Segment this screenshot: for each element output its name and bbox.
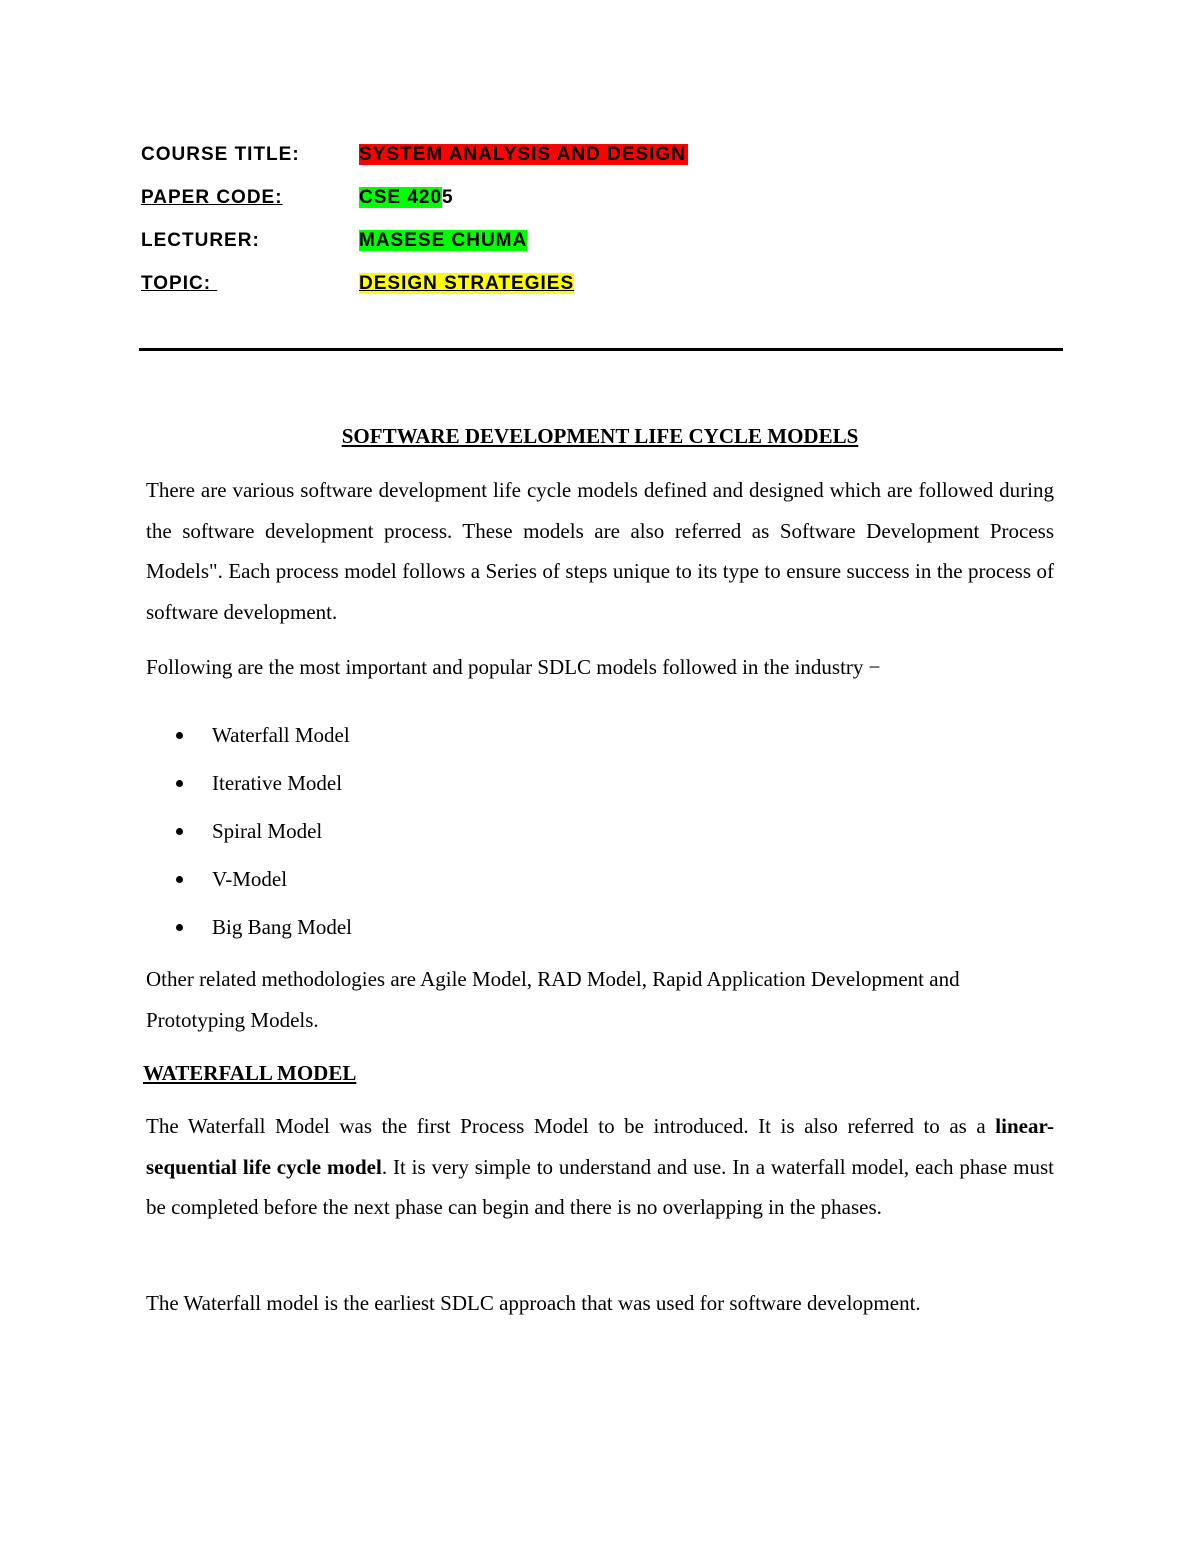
section-title: SOFTWARE DEVELOPMENT LIFE CYCLE MODELS bbox=[341, 424, 859, 448]
following-paragraph: Following are the most important and popular SDLC models followed in the industry − bbox=[146, 655, 881, 679]
waterfall-title: WATERFALL MODEL bbox=[143, 1061, 357, 1085]
waterfall-text-end: . It is very simple to understand and use. In a waterfall model, each phase must be completed before the next phase can begin and there is no overlapping in the phases. bbox=[146, 1154, 1054, 1219]
list-item-label: Big Bang Model bbox=[212, 915, 352, 939]
paper-code-label: PAPER CODE: bbox=[141, 187, 283, 208]
list-item-label: Waterfall Model bbox=[212, 723, 350, 747]
waterfall-text-start: The Waterfall Model was the first Process Model to be introduced. It is also referred to as a bbox=[146, 1114, 996, 1138]
paper-code-highlight: CSE 420 bbox=[359, 187, 443, 208]
horizontal-divider bbox=[139, 348, 1063, 351]
lecturer-label: LECTURER: bbox=[141, 230, 260, 251]
course-title-value bbox=[359, 142, 688, 168]
lecturer-value bbox=[359, 228, 527, 254]
course-title-label: COURSE TITLE: bbox=[141, 144, 300, 165]
list-item-label: Iterative Model bbox=[212, 771, 343, 795]
list-item-label: V-Model bbox=[212, 867, 288, 891]
waterfall-paragraph bbox=[146, 1106, 1054, 1228]
topic-label bbox=[141, 271, 217, 297]
list-item bbox=[146, 763, 352, 811]
course-title-highlight: SYSTEM ANALYSIS AND DESIGN bbox=[359, 144, 686, 165]
topic-value bbox=[359, 271, 574, 297]
paper-code-value bbox=[359, 185, 454, 211]
waterfall-earliest-paragraph: The Waterfall model is the earliest SDLC approach that was used for software development. bbox=[146, 1291, 921, 1315]
list-item-label: Spiral Model bbox=[212, 819, 323, 843]
waterfall-bold-term: linear-sequential life cycle model bbox=[146, 1114, 1054, 1179]
list-item bbox=[146, 715, 352, 763]
lecturer-highlight: MASESE CHUMA bbox=[359, 230, 528, 251]
bullet-icon bbox=[176, 924, 183, 931]
bullet-icon bbox=[176, 828, 183, 835]
bullet-icon bbox=[176, 876, 183, 883]
intro-paragraph: There are various software development life cycle models defined and designed which are followed during the software development process. These models are also referred as Software Development Process Models". Each process model follows a Series of steps unique to its type to ensure success in the process of software development. bbox=[146, 478, 1054, 624]
paper-code-suffix: 5 bbox=[442, 187, 454, 208]
topic-highlight: DESIGN STRATEGIES bbox=[359, 273, 575, 294]
list-item bbox=[146, 907, 352, 955]
other-methodologies-paragraph: Other related methodologies are Agile Model, RAD Model, Rapid Application Development and Prototyping Models. bbox=[146, 967, 960, 1032]
list-item bbox=[146, 811, 352, 859]
models-list bbox=[146, 715, 352, 955]
bullet-icon bbox=[176, 732, 183, 739]
list-item bbox=[146, 859, 352, 907]
topic-label-text: TOPIC: bbox=[141, 273, 212, 294]
bullet-icon bbox=[176, 780, 183, 787]
